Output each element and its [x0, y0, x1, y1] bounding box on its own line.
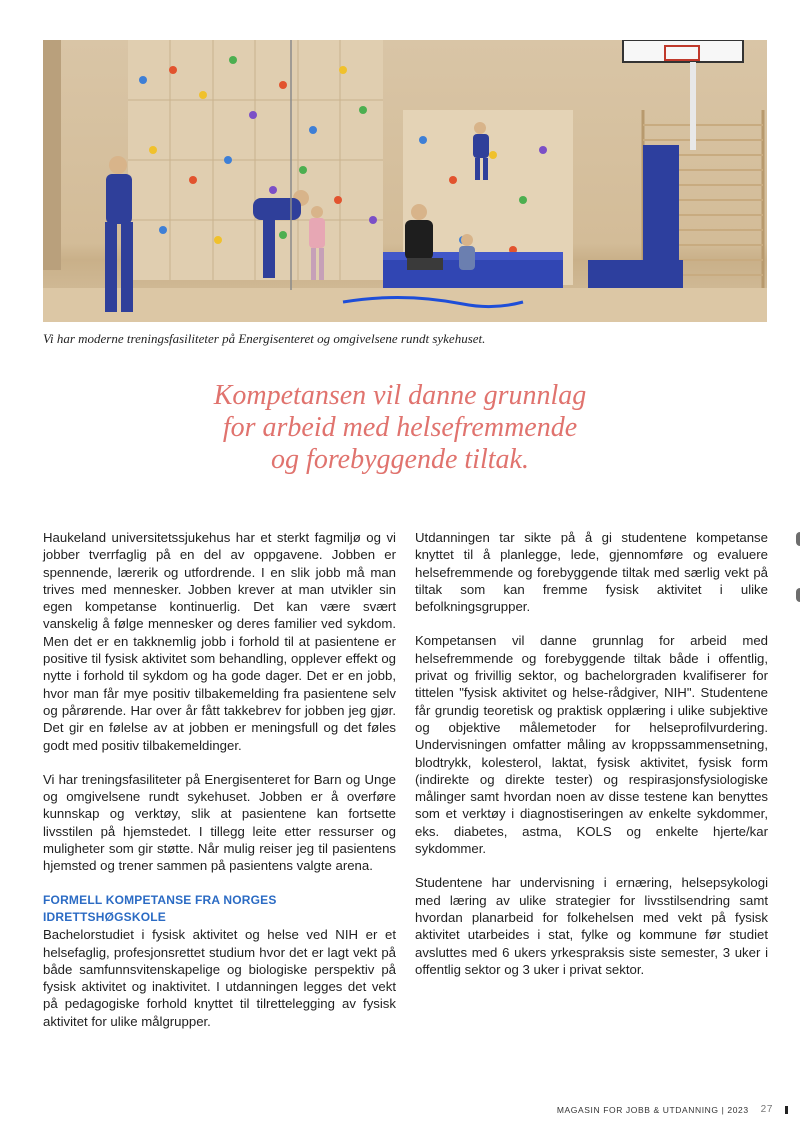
page-footer: [470, 1104, 788, 1115]
page-edge-mark: [796, 588, 800, 602]
section-heading: FORMELL KOMPETANSE FRA NORGES IDRETTSHØGSKOLE: [43, 892, 277, 924]
body-paragraph: Studentene har undervisning i ernæring, helsepsykologi med læring av ulike strategier for livsstilsendring samt hvordan planarbeid for folkehelsen med vekt på fysisk aktivitet utarbeides i stat, fylke og kommune før studiet avsluttes med 6 ukers yrkespraksis siste semester, 3 uker i offentlig sektor og 3 uker i privat sektor.: [415, 875, 768, 977]
body-paragraph: Haukeland universitetssjukehus har et sterkt fagmiljø og vi jobber tverrfaglig på en del av oppgavene. Jobben er spennende, lærerik og utfordrende. I en slik jobb må man trives med mennesker. Jobben krever at man utvikler sin egen kompetanse kontinuerlig. Det kan være svært vanskelig å følge mennesker og deres familier ved sykdom. Men det er en takknemlig jobb i forhold til at pasientene er positive til fysisk aktivitet som behandling, opplever effekt og nytte i forhold til sykdom og ha gode dager. Det er en jobb, hvor man får mye positiv tilbakemelding fra pasientene selv og pårørende. Har over år fått takkebrev for jobben jeg gjør. Det gir en følelse av at jobben er meningsfull og det føles godt med positiv tilbakemeldinger.: [43, 530, 396, 753]
left-column: [43, 529, 396, 1047]
body-paragraph: Bachelorstudiet i fysisk aktivitet og helse ved NIH er et helsefaglig, profesjonsrettet studium hvor det er lagt vekt på både samfunnsvitenskapelige og biologiske perspektiv på fysisk aktivitet og inaktivitet. I utdanningen legges det vekt på pedagogiske forhold knyttet til tilrettelegging av fysisk aktivitet for ulike målgrupper.: [43, 927, 396, 1029]
right-column: [415, 529, 768, 995]
body-paragraph: Kompetansen vil danne grunnlag for arbeid med helsefremmende og forebyggende tiltak både i offentlig, privat og frivillig sektor, og bachelorgraden kvalifiserer for tittelen "fysisk aktivitet og helse-rådgiver, NIH". Studentene får grundig teoretisk og praktisk opplæring i ulike subjektive og objektive målemetoder for helseprofilvurdering. Undervisningen omfatter måling av kroppssammensetning, blodtrykk, kolesterol, laktat, fysisk aktivitet, fysisk form (indirekte og direkte tester) og respirasjonsfysiologiske målinger samt hvordan noen av disse testene kan benyttes som et verktøy i diagnostiseringen av enkelte sykdommer, eks. diabetes, astma, KOLS og enkelte hjerte/kar sykdommer.: [415, 633, 768, 857]
page-edge-mark: [796, 532, 800, 546]
page-number: 27: [760, 1104, 773, 1115]
pull-quote-line-3: og forebyggende tiltak.: [271, 444, 529, 475]
body-paragraph: Vi har treningsfasiliteter på Energisenteret for Barn og Unge og omgivelsene rundt sykehuset. Jobben er å overføre kunnskap og verktøy, slik at pasientene kan fortsette livsstilen på hjemstedet. I tillegg leite etter ressurser og muligheter som gir støtte. Når mulig reiser jeg til pasientens hjemsted og trener sammen på pasientens valgte arena.: [43, 771, 396, 874]
pull-quote-line-1: Kompetansen vil danne grunnlag: [213, 380, 587, 411]
body-paragraph: Utdanningen tar sikte på å gi studentene kompetanse knyttet til å planlegge, lede, gjennomføre og evaluere helsefremmende og forebyggende tiltak med særlig vekt på tiltak som kan fremme fysisk aktivitet i ulike befolkningsgrupper.: [415, 530, 768, 615]
magazine-name: MAGASIN FOR JOBB & UTDANNING | 2023: [556, 1104, 749, 1115]
footer-mark: [785, 1106, 788, 1114]
pull-quote-line-2: for arbeid med helsefremmende: [222, 412, 578, 443]
gym-climbing-wall-photo: [43, 40, 767, 322]
photo-caption: Vi har moderne treningsfasiliteter på Energisenteret og omgivelsene rundt sykehuset.: [43, 331, 486, 346]
pull-quote: [120, 380, 680, 476]
photo-illustration: [43, 40, 767, 322]
